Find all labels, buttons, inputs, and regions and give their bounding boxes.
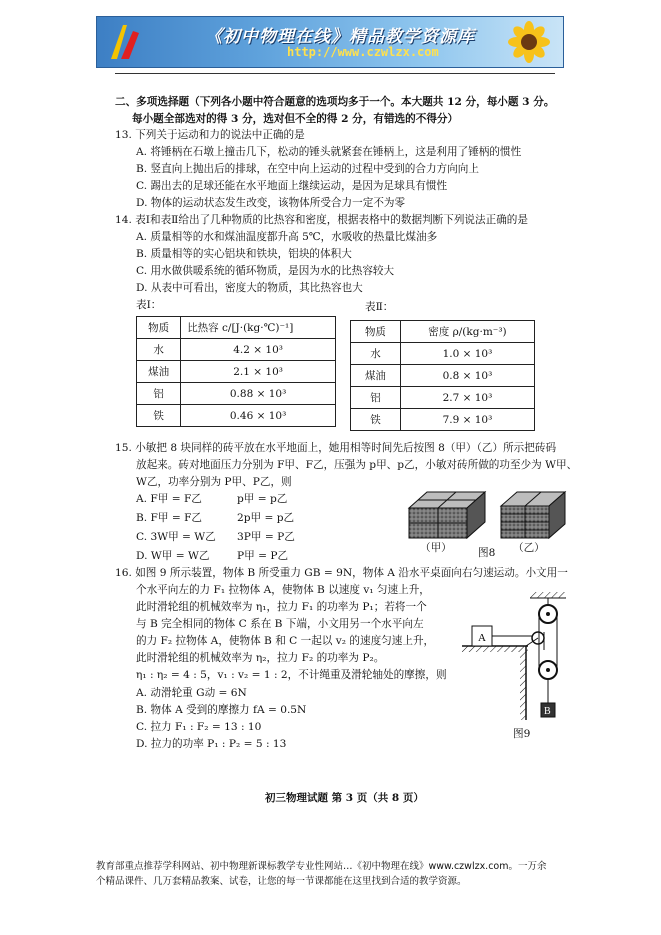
table-row	[137, 361, 336, 383]
table-cell: 铁	[137, 405, 181, 427]
table-cell: 煤油	[137, 361, 181, 383]
q15-line1: 15. 小敏把 8 块同样的砖平放在水平地面上，她用相等时间先后按图 8（甲）（乙）所示把砖码	[115, 442, 557, 454]
table-surface	[462, 646, 528, 652]
table-cell: 水	[351, 343, 401, 365]
q15-option-c: C. 3W甲 = W乙	[136, 531, 216, 543]
section-heading: 二、多项选择题（下列各小题中符合题意的选项均多于一个。本大题共 12 分，每小题 3 分。	[115, 96, 555, 108]
site-banner	[96, 16, 564, 68]
q14-option-b: B. 质量相等的实心铝块和铁块，铝块的体积大	[136, 248, 352, 260]
q13-option-a: A. 将锤柄在石墩上撞击几下，松动的锤头就紧套在锤柄上，这是利用了锤柄的惯性	[136, 146, 522, 158]
q15-option-d-right: P甲 = P乙	[237, 550, 289, 562]
q15-option-a: A. F甲 = F乙	[136, 493, 202, 505]
table-cell: 2.7 × 10³	[400, 387, 534, 409]
site-logo-icon	[103, 21, 147, 63]
table-header-cell: 比热容 c/[J·(kg·℃)⁻¹]	[181, 317, 336, 339]
table-cell: 铝	[351, 387, 401, 409]
table-row	[351, 387, 535, 409]
sunflower-icon	[499, 20, 559, 64]
bottom-ad-line1: 教育部重点推荐学科网站、初中物理新课标教学专业性网站…《初中物理在线》www.czwlzx.com。一万余	[96, 861, 547, 872]
q15-option-b-right: 2p甲 = p乙	[237, 512, 295, 524]
q16-line3: 此时滑轮组的机械效率为 η₁，拉力 F₁ 的功率为 P₁；若将一个	[136, 601, 427, 613]
table-cell: 0.46 × 10³	[181, 405, 336, 427]
bottom-ad-line2: 个精品课件、几万套精品教案、试卷，让您的每一节课都能在这里找到合适的教学资源。	[96, 876, 467, 887]
section-heading-2: 每小题全部选对的得 3 分，选对但不全的得 2 分，有错选的不得分）	[132, 113, 459, 125]
table-cell: 煤油	[351, 365, 401, 387]
table-header-cell: 物质	[351, 321, 401, 343]
banner-title: 《初中物理在线》精品教学资源库	[205, 27, 475, 47]
table-cell: 7.9 × 10³	[400, 409, 534, 431]
q15-line2: 放起来。砖对地面压力分别为 F甲、F乙，压强为 p甲、p乙，小敏对砖所做的功至少为 W甲、	[136, 459, 578, 471]
header-rule	[115, 73, 555, 74]
q15-option-c-right: 3P甲 = P乙	[237, 531, 295, 543]
table-header-cell: 密度 ρ/(kg·m⁻³)	[400, 321, 534, 343]
q16-option-b: B. 物体 A 受到的摩擦力 fA = 0.5N	[136, 704, 307, 716]
banner-url[interactable]: http://www.czwlzx.com	[287, 45, 439, 59]
q14-option-c: C. 用水做供暖系统的循环物质，是因为水的比热容较大	[136, 265, 395, 277]
q13-option-d: D. 物体的运动状态发生改变，该物体所受合力一定不为零	[136, 197, 406, 209]
q15-option-a-right: p甲 = p乙	[237, 493, 288, 505]
density-table	[350, 320, 535, 431]
q16-option-d: D. 拉力的功率 P₁ : P₂ = 5 : 13	[136, 738, 287, 750]
table-cell: 铝	[137, 383, 181, 405]
ceiling	[530, 592, 566, 598]
q14-option-d: D. 从表中可看出，密度大的物质，其比热容也大	[136, 282, 363, 294]
q16-option-c: C. 拉力 F₁ : F₂ = 13 : 10	[136, 721, 262, 733]
q16-line1: 16. 如图 9 所示装置，物体 B 所受重力 GB = 9N，物体 A 沿水平桌面向右匀速运动。小文用一	[115, 567, 568, 579]
q13-option-c: C. 踢出去的足球还能在水平地面上继续运动，是因为足球具有惯性	[136, 180, 448, 192]
table-cell: 0.88 × 10³	[181, 383, 336, 405]
table-row	[351, 365, 535, 387]
table-cell: 水	[137, 339, 181, 361]
q15-option-b: B. F甲 = F乙	[136, 512, 203, 524]
block-a-label: A	[478, 632, 486, 644]
q14-stem: 14. 表Ⅰ和表Ⅱ给出了几种物质的比热容和密度，根据表格中的数据判断下列说法正确的是	[115, 214, 528, 226]
q16-line6: 此时滑轮组的机械效率为 η₂，拉力 F₂ 的功率为 P₂。	[136, 652, 385, 664]
table-row	[137, 339, 336, 361]
fig8-label-jia: （甲）	[420, 542, 452, 554]
page-footer: 初三物理试题 第 3 页（共 8 页）	[265, 792, 424, 804]
table-cell: 2.1 × 10³	[181, 361, 336, 383]
specific-heat-table	[136, 316, 336, 427]
table-header-row	[351, 321, 535, 343]
fig8-label-yi: （乙）	[513, 542, 545, 554]
q13-stem: 13. 下列关于运动和力的说法中正确的是	[115, 129, 305, 141]
table2-label: 表Ⅱ：	[365, 301, 394, 313]
table-header-cell: 物质	[137, 317, 181, 339]
q16-line7: η₁ : η₂ = 4 : 5，v₁ : v₂ = 1 : 2，不计绳重及滑轮轴处的摩擦，则	[136, 669, 447, 681]
figure-8-bricks	[405, 488, 570, 542]
q14-option-a: A. 质量相等的水和煤油温度都升高 5℃，水吸收的热量比煤油多	[136, 231, 438, 243]
q15-line3: W乙，功率分别为 P甲、P乙，则	[136, 476, 292, 488]
table-header-row	[137, 317, 336, 339]
table-row	[137, 383, 336, 405]
figure-9-pulley	[460, 590, 570, 725]
table-row	[137, 405, 336, 427]
q13-option-b: B. 竖直向上抛出后的排球，在空中向上运动的过程中受到的合力方向向上	[136, 163, 479, 175]
q16-line2: 个水平向左的力 F₁ 拉物体 A，使物体 B 以速度 v₁ 匀速上升，	[136, 584, 430, 596]
block-b-label: B	[544, 706, 551, 717]
table-row	[351, 409, 535, 431]
table-cell: 铁	[351, 409, 401, 431]
table1-label: 表Ⅰ：	[136, 299, 162, 311]
table-row	[351, 343, 535, 365]
q15-option-d: D. W甲 = W乙	[136, 550, 210, 562]
fig9-label: 图9	[513, 728, 531, 740]
brick-stack-yi	[501, 492, 565, 538]
table-cell: 1.0 × 10³	[400, 343, 534, 365]
table-cell: 4.2 × 10³	[181, 339, 336, 361]
fig8-label: 图8	[478, 547, 496, 559]
q16-line5: 的力 F₂ 拉物体 A，使物体 B 和 C 一起以 v₂ 的速度匀速上升，	[136, 635, 435, 647]
table-cell: 0.8 × 10³	[400, 365, 534, 387]
q16-option-a: A. 动滑轮重 G动 = 6N	[136, 687, 247, 699]
q16-line4: 与 B 完全相同的物体 C 系在 B 下端，小文用另一个水平向左	[136, 618, 424, 630]
brick-stack-jia	[409, 492, 485, 538]
